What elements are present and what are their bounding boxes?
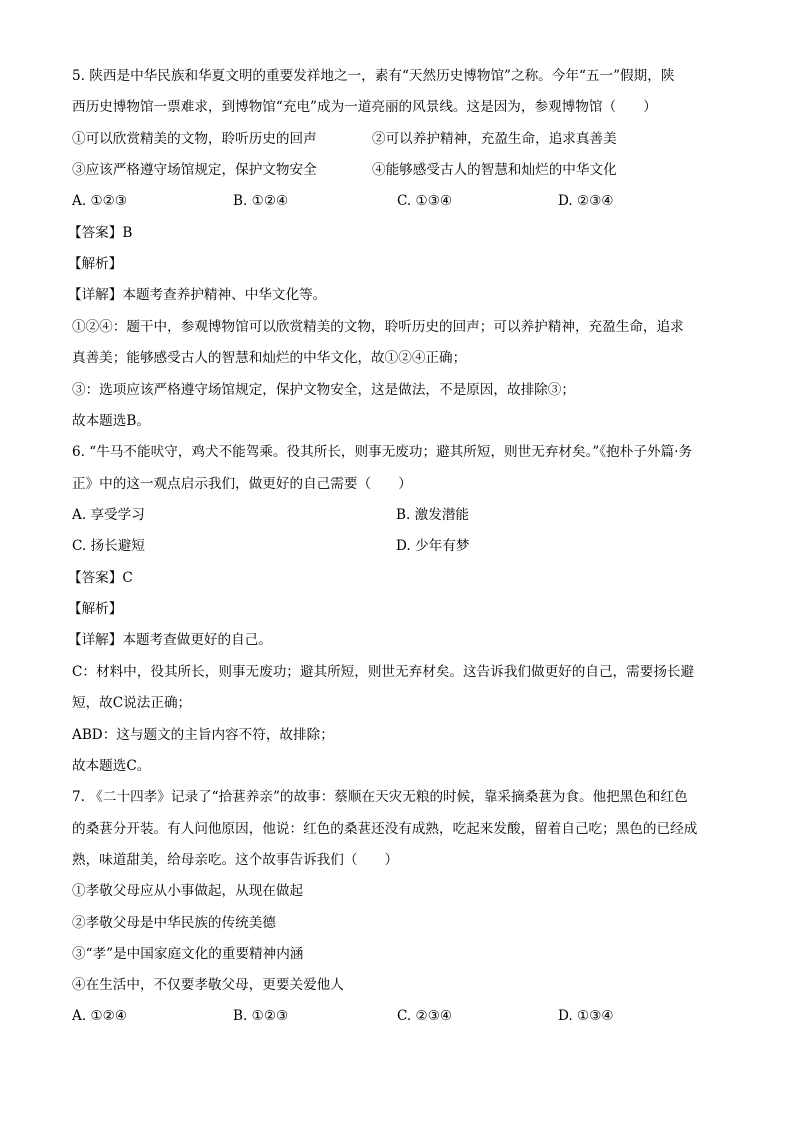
q7-stem-line-3: 熟，味道甜美，给母亲吃。这个故事告诉我们（ ） <box>72 852 399 868</box>
q5-explanation-line-3: ③：选项应该严格遵守场馆规定，保护文物安全，这是做法，不是原因，故排除③； <box>72 382 575 398</box>
q6-conclusion: 故本题选C。 <box>72 758 151 774</box>
q7-choice-d: D. ①③④ <box>558 1008 614 1024</box>
q5-option-3: ③应该严格遵守场馆规定，保护文物安全 <box>72 162 317 178</box>
q5-explanation-line-1: ①②④：题干中，参观博物馆可以欣赏精美的文物，聆听历史的回声；可以养护精神，充盈生命，追求 <box>72 319 684 335</box>
q5-choice-b: B. ①②④ <box>233 193 289 209</box>
q7-option-2: ②孝敬父母是中华民族的传统美德 <box>72 915 276 931</box>
q6-stem-line-2: 正》中的这一观点启示我们，做更好的自己需要（ ） <box>72 476 412 492</box>
q6-explanation-line-3: ABD：这与题文的主旨内容不符，故排除； <box>72 727 334 743</box>
q5-stem-line-1: 5. 陕西是中华民族和华夏文明的重要发祥地之一，素有“天然历史博物馆”之称。今年“五一”假期，陕 <box>72 68 675 84</box>
q5-answer: 【答案】B <box>68 225 133 241</box>
q5-option-4: ④能够感受古人的智慧和灿烂的中华文化 <box>372 162 617 178</box>
q5-explanation-line-2: 真善美；能够感受古人的智慧和灿烂的中华文化，故①②④正确； <box>72 350 467 366</box>
q7-choice-b: B. ①②③ <box>233 1008 289 1024</box>
q6-choice-d: D. 少年有梦 <box>396 538 470 554</box>
q6-explanation-line-1: C：材料中，役其所长，则事无废功；避其所短，则世无弃材矣。这告诉我们做更好的自己，需要扬长避 <box>72 664 695 680</box>
q6-answer: 【答案】C <box>68 570 133 586</box>
q5-choice-c: C. ①③④ <box>397 193 453 209</box>
q5-choice-a: A. ①②③ <box>72 193 128 209</box>
q6-choice-a: A. 享受学习 <box>72 507 145 523</box>
q5-option-1: ①可以欣赏精美的文物，聆听历史的回声 <box>72 131 317 147</box>
q6-choice-b: B. 激发潜能 <box>396 507 470 523</box>
q6-detail: 【详解】本题考查做更好的自己。 <box>68 632 272 648</box>
q7-option-1: ①孝敬父母应从小事做起，从现在做起 <box>72 883 304 899</box>
q5-stem-line-2: 西历史博物馆一票难求，到博物馆“充电”成为一道亮丽的风景线。这是因为，参观博物馆（ ） <box>72 99 657 115</box>
q6-analysis-heading: 【解析】 <box>68 601 123 617</box>
q7-stem-line-1: 7. 《二十四孝》记录了“拾葚养亲”的故事：蔡顺在天灾无粮的时候，靠采摘桑葚为食。他把黑色和红色 <box>72 789 688 805</box>
q7-option-3: ③“孝”是中国家庭文化的重要精神内涵 <box>72 946 304 962</box>
q6-explanation-line-2: 短，故C说法正确； <box>72 695 192 711</box>
q5-detail: 【详解】本题考查养护精神、中华文化等。 <box>68 287 327 303</box>
q7-stem-line-2: 的桑葚分开装。有人问他原因，他说：红色的桑葚还没有成熟，吃起来发酸，留着自己吃；黑色的已经成 <box>72 821 698 837</box>
q7-option-4: ④在生活中，不仅要孝敬父母，更要关爱他人 <box>72 977 344 993</box>
q7-choice-a: A. ①②④ <box>72 1008 128 1024</box>
q5-analysis-heading: 【解析】 <box>68 256 123 272</box>
q5-conclusion: 故本题选B。 <box>72 413 150 429</box>
q6-choice-c: C. 扬长避短 <box>72 538 145 554</box>
q6-stem-line-1: 6. “牛马不能吠守，鸡犬不能驾乘。役其所长，则事无废功；避其所短，则世无弃材矣。”《抱朴子外篇·务 <box>72 444 693 460</box>
q5-choice-d: D. ②③④ <box>558 193 614 209</box>
q7-choice-c: C. ②③④ <box>397 1008 453 1024</box>
q5-option-2: ②可以养护精神，充盈生命，追求真善美 <box>372 131 617 147</box>
